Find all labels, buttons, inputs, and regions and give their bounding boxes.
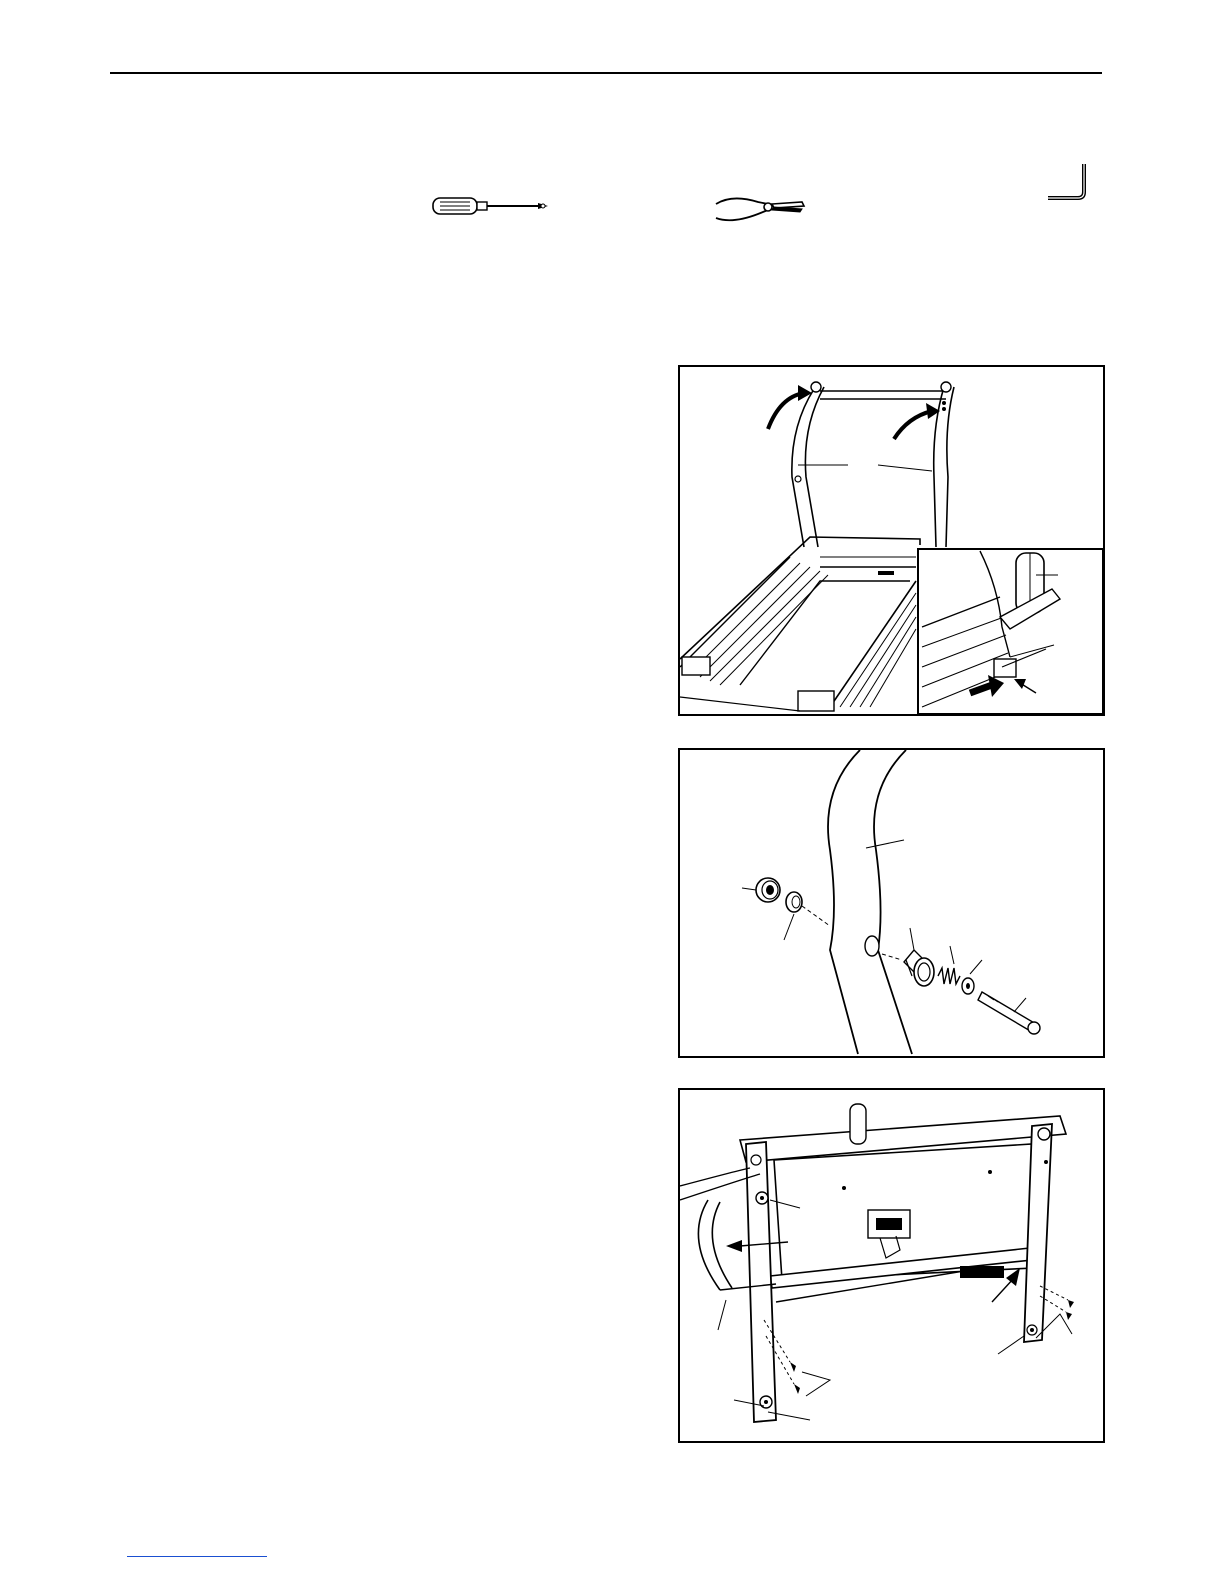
footer-link-underline bbox=[127, 1556, 267, 1557]
figure-2-latch-assembly bbox=[678, 748, 1105, 1058]
header-rule bbox=[110, 72, 1102, 74]
hex-key-icon bbox=[1040, 160, 1100, 205]
figure-1-upright-assembly bbox=[678, 365, 1105, 716]
screwdriver-icon bbox=[430, 195, 560, 219]
figure-3-frame-rear-view bbox=[678, 1088, 1105, 1443]
pliers-icon bbox=[712, 190, 808, 230]
